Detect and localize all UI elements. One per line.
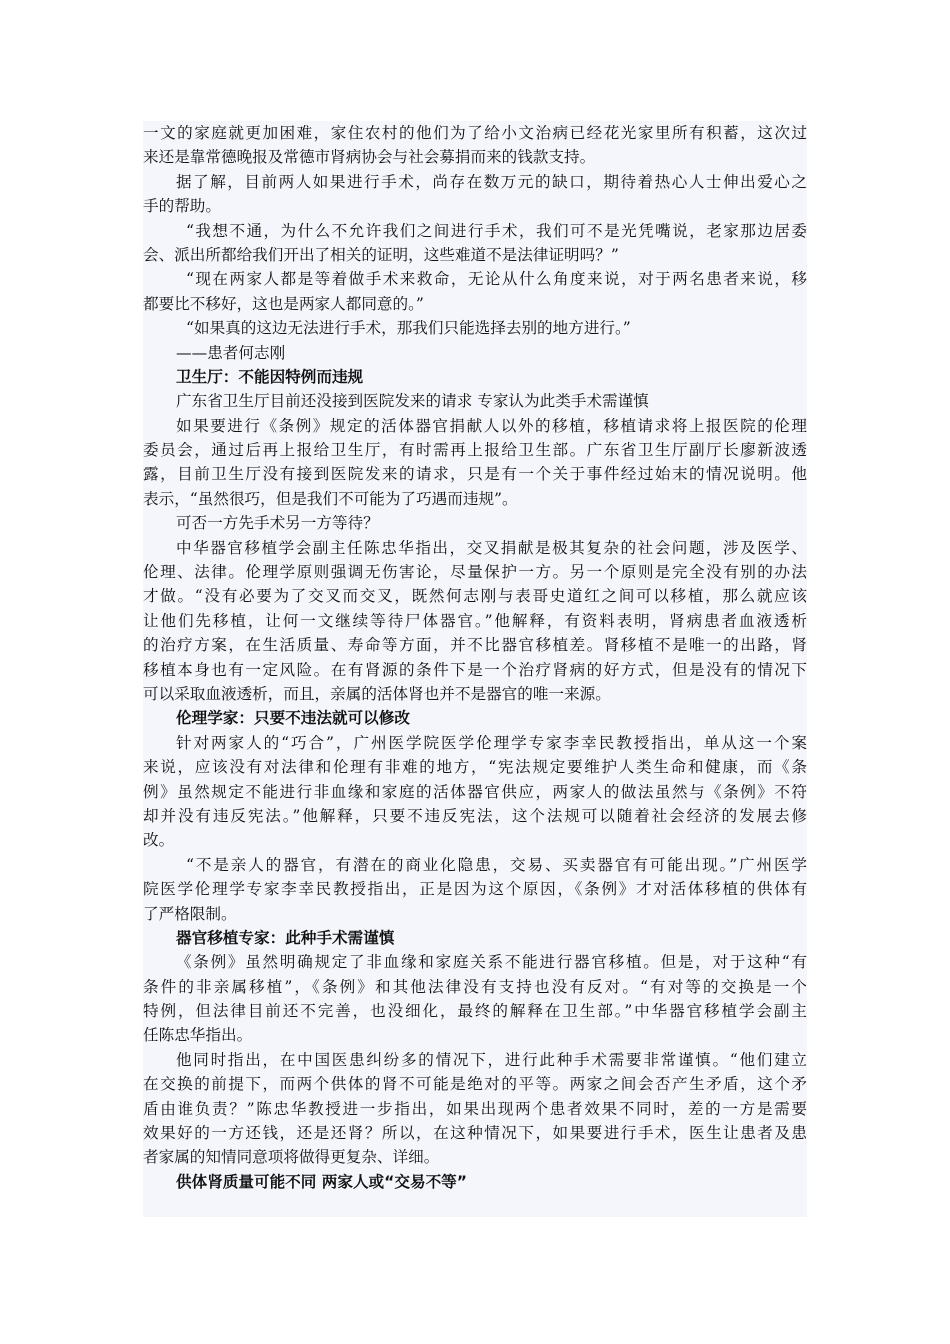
text-line: 针对两家人的“巧合”，广州医学院医学伦理学专家李幸民教授指出，单从这一个案 (176, 733, 807, 752)
text-line: 来还是靠常德晚报及常德市肾病协会与社会募捐而来的钱款支持。 (143, 148, 596, 167)
section-heading: 伦理学家：只要不违法就可以修改 (176, 709, 410, 728)
text-line: 特例，但法律目前还不完善，也没细化，最终的解释在卫生部。”中华器官移植学会副主 (143, 1002, 807, 1021)
text-line: 表示，“虽然很巧，但是我们不可能为了巧遇而违规”。 (143, 489, 518, 508)
text-line: 让他们先移植，让何一文继续等待尸体器官。”他解释，有资料表明，肾病患者血液透析 (143, 611, 807, 630)
text-line: 可否一方先手术另一方等待？ (176, 514, 379, 533)
text-line: 《条例》虽然明确规定了非血缘和家庭关系不能进行器官移植。但是，对于这种“有 (176, 953, 807, 972)
text-line: 者家属的知情同意项将做得更复杂、详细。 (143, 1148, 440, 1167)
text-line: 条件的非亲属移植”，《条例》和其他法律没有支持也没有反对。“有对等的交换是一个 (143, 977, 807, 996)
text-line: 如果要进行《条例》规定的活体器官捐献人以外的移植，移植请求将上报医院的伦理 (176, 416, 807, 435)
text-line: 例》虽然规定不能进行非血缘和家庭的活体器官供应，两家人的做法虽然与《条例》不符 (143, 782, 807, 801)
text-line: 露，目前卫生厅没有接到医院发来的请求，只是有一个关于事件经过始末的情况说明。他 (143, 465, 807, 484)
text-line: 委员会，通过后再上报给卫生厅，有时需再上报给卫生部。广东省卫生厅副厅长廖新波透 (143, 441, 807, 460)
text-line: 盾由谁负责？”陈忠华教授进一步指出，如果出现两个患者效果不同时，差的一方是需要 (143, 1099, 807, 1118)
text-line: 都要比不移好，这也是两家人都同意的。” (143, 294, 424, 313)
article-body (143, 121, 807, 1217)
section-heading: 器官移植专家：此种手术需谨慎 (176, 928, 395, 947)
text-line: 才做。“没有必要为了交叉而交叉，既然何志刚与表哥史道红之间可以移植，那么就应该 (143, 587, 807, 606)
text-line: 移植本身也有一定风险。在有肾源的条件下是一个治疗肾病的好方式，但是没有的情况下 (143, 660, 807, 679)
text-line: 他同时指出，在中国医患纠纷多的情况下，进行此种手术需要非常谨慎。“他们建立 (176, 1050, 807, 1069)
text-line: 的治疗方案，在生活质量、寿命等方面，并不比器官移植差。肾移植不是唯一的出路，肾 (143, 636, 807, 655)
section-heading: 供体肾质量可能不同 两家人或“交易不等” (176, 1172, 468, 1191)
text-line: 了严格限制。 (143, 904, 237, 923)
text-line: “现在两家人都是等着做手术来救命，无论从什么角度来说，对于两名患者来说，移 (186, 270, 807, 289)
text-line: 中华器官移植学会副主任陈忠华指出，交叉捐献是极其复杂的社会问题，涉及医学、 (176, 538, 807, 557)
text-line: 伦理、法律。伦理学原则强调无伤害论，尽量保护一方。另一个原则是完全没有别的办法 (143, 563, 807, 582)
text-line: “如果真的这边无法进行手术，那我们只能选择去别的地方进行。” (186, 319, 631, 338)
text-line: “不是亲人的器官，有潜在的商业化隐患，交易、买卖器官有可能出现。”广州医学 (186, 855, 807, 874)
text-line: 在交换的前提下，而两个供体的肾不可能是绝对的平等。两家之间会否产生矛盾，这个矛 (143, 1075, 807, 1094)
text-line: 一文的家庭就更加困难，家住农村的他们为了给小文治病已经花光家里所有积蓄，这次过 (143, 124, 807, 142)
text-line: 任陈忠华指出。 (143, 1026, 253, 1045)
text-line: 来说，应该没有对法律和伦理有非难的地方，“宪法规定要维护人类生命和健康，而《条 (143, 758, 807, 777)
text-line: “我想不通，为什么不允许我们之间进行手术，我们可不是光凭嘴说，老家那边居委 (186, 221, 807, 240)
text-line: 可以采取血液透析，而且，亲属的活体肾也并不是器官的唯一来源。 (143, 684, 611, 703)
text-line: 手的帮助。 (143, 197, 221, 216)
section-heading: 卫生厅：不能因特例而违规 (176, 367, 364, 386)
text-line: 据了解，目前两人如果进行手术，尚存在数万元的缺口，期待着热心人士伸出爱心之 (176, 172, 807, 191)
text-line: 院医学伦理学专家李幸民教授指出，正是因为这个原因，《条例》才对活体移植的供体有 (143, 880, 807, 899)
text-line: 广东省卫生厅目前还没接到医院发来的请求 专家认为此类手术需谨慎 (176, 392, 649, 411)
text-line: ——患者何志刚 (176, 343, 286, 362)
text-line: 会、派出所都给我们开出了相关的证明，这些难道不是法律证明吗？” (143, 245, 619, 264)
text-line: 效果好的一方还钱，还是还肾？所以，在这种情况下，如果要进行手术，医生让患者及患 (143, 1124, 807, 1143)
text-line: 改。 (143, 831, 175, 850)
text-line: 却并没有违反宪法。”他解释，只要不违反宪法，这个法规可以随着社会经济的发展去修 (143, 806, 807, 825)
